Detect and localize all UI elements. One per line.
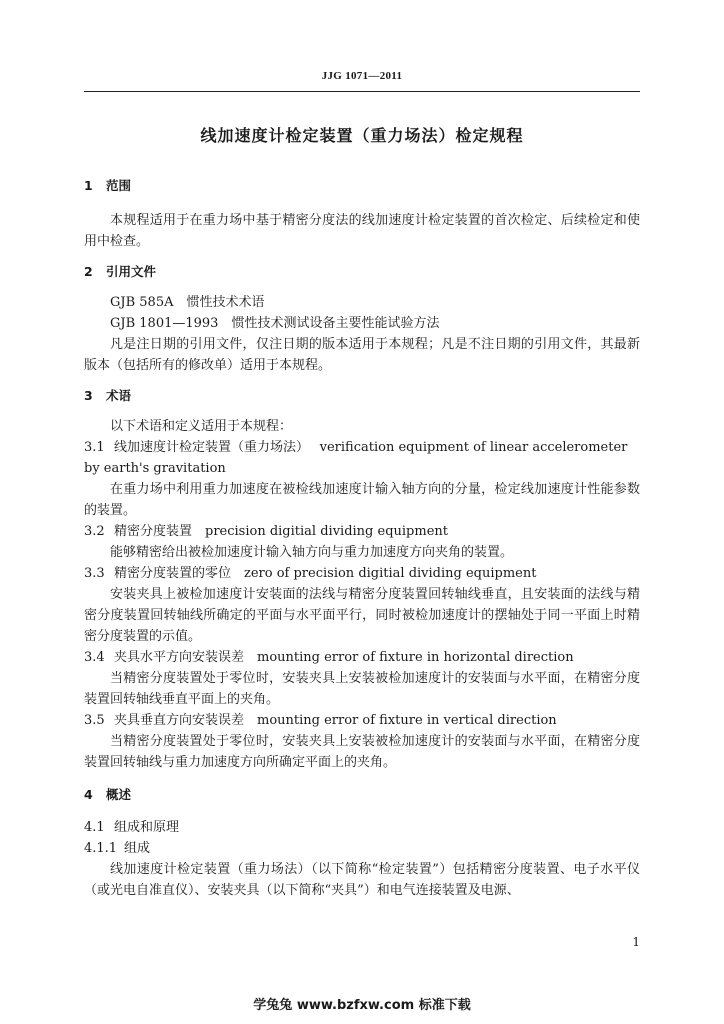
term-number: 3.1 (84, 440, 105, 455)
term-name: 夹具垂直方向安装误差 mounting error of fixture in vertical direction (114, 713, 557, 728)
section-number: 2 (84, 264, 93, 279)
subsection-number: 4.1 (84, 820, 105, 835)
term-definition: 在重力场中利用重力加速度在被检线加速度计输入轴方向的分量，检定线加速度计性能参数的装置。 (84, 482, 640, 518)
term-name: 夹具水平方向安装误差 mounting error of fixture in horizontal direction (114, 650, 574, 665)
term-3-3 (84, 563, 640, 584)
subsection-4-1 (84, 817, 640, 838)
term-number: 3.4 (84, 650, 105, 665)
section-number: 4 (84, 787, 93, 802)
section-title: 术语 (106, 388, 132, 403)
term-number: 3.3 (84, 566, 105, 581)
paragraph: 线加速度计检定装置（重力场法）（以下简称“检定装置”）包括精密分度装置、电子水平仪（或光电自准直仪）、安装夹具（以下简称“夹具”）和电气连接装置及电源、 (84, 862, 640, 898)
subsection-number: 4.1.1 (84, 841, 118, 856)
watermark-footer: 学兔兔 www.bzfxw.com 标准下载 (253, 998, 471, 1013)
paragraph: 凡是注日期的引用文件，仅注日期的版本适用于本规程；凡是不注日期的引用文件，其最新版本（包括所有的修改单）适用于本规程。 (84, 337, 640, 373)
section-title: 引用文件 (106, 264, 157, 279)
section-4-heading (84, 785, 640, 815)
term-continuation: by earth's gravitation (84, 461, 226, 476)
subsection-title: 组成 (124, 841, 151, 856)
reference-item: GJB 585A 惯性技术术语 (110, 295, 265, 310)
section-title: 范围 (106, 178, 132, 193)
page-number: 1 (632, 935, 640, 949)
section-number: 3 (84, 388, 93, 403)
paragraph: 本规程适用于在重力场中基于精密分度法的线加速度计检定装置的首次检定、后续检定和使用中检查。 (84, 213, 640, 249)
header-rule (84, 91, 640, 92)
section-1-heading (84, 176, 640, 206)
subsection-4-1-1 (84, 838, 640, 859)
term-definition: 当精密分度装置处于零位时，安装夹具上安装被检加速度计的安装面与水平面，在精密分度装置回转轴线垂直平面上的夹角。 (84, 671, 640, 707)
paragraph: 以下术语和定义适用于本规程： (110, 419, 293, 434)
standard-code-header: JJG 1071—2011 (321, 70, 403, 82)
term-name: 线加速度计检定装置（重力场法） verification equipment of linear accelerometer (114, 440, 628, 455)
term-name: 精密分度装置的零位 zero of precision digitial dividing equipment (114, 566, 537, 581)
document-title: 线加速度计检定装置（重力场法）检定规程 (200, 126, 524, 145)
section-title: 概述 (106, 787, 132, 802)
term-definition: 当精密分度装置处于零位时，安装夹具上安装被检加速度计的安装面与水平面，在精密分度装置回转轴线与重力加速度方向所确定平面上的夹角。 (84, 734, 640, 770)
reference-list (84, 292, 640, 334)
term-number: 3.5 (84, 713, 105, 728)
term-name: 精密分度装置 precision digitial dividing equipment (114, 524, 448, 539)
section-number: 1 (84, 178, 93, 193)
term-3-4 (84, 647, 640, 668)
term-3-5 (84, 710, 640, 731)
term-3-2 (84, 521, 640, 542)
term-number: 3.2 (84, 524, 105, 539)
term-definition: 能够精密给出被检加速度计输入轴方向与重力加速度方向夹角的装置。 (110, 545, 514, 560)
reference-item: GJB 1801—1993 惯性技术测试设备主要性能试验方法 (110, 316, 440, 331)
term-definition: 安装夹具上被检加速度计安装面的法线与精密分度装置回转轴线垂直，且安装面的法线与精密分度装置回转轴线所确定的平面与水平面平行，同时被检加速度计的摆轴处于同一平面上时精密分度装置的示值。 (84, 587, 640, 644)
term-3-1 (84, 437, 640, 458)
section-3-heading (84, 386, 640, 414)
subsection-title: 组成和原理 (114, 820, 180, 835)
section-2-heading (84, 262, 640, 290)
document-body (84, 176, 640, 901)
